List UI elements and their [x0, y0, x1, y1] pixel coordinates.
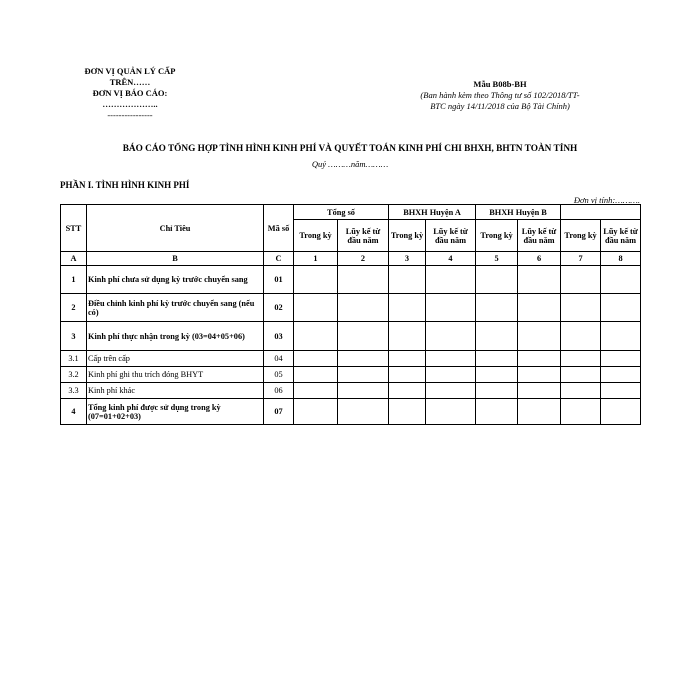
- value-cell: [476, 294, 518, 322]
- form-code: Mẫu B08b-BH: [473, 79, 527, 89]
- value-cell: [426, 322, 476, 351]
- row-stt: 3.1: [61, 351, 87, 367]
- value-cell: [294, 383, 338, 399]
- row-label: Điều chỉnh kinh phí kỳ trước chuyển sang (nếu có): [87, 294, 264, 322]
- subheader-luy-ke: Lũy kế từ đầu năm: [518, 220, 561, 252]
- managing-unit-level: TRÊN……: [109, 77, 151, 87]
- value-cell: [476, 367, 518, 383]
- value-cell: [294, 266, 338, 294]
- code-cell: B: [87, 252, 264, 266]
- header-group-district-a: BHXH Huyện A: [389, 205, 476, 220]
- value-cell: [476, 266, 518, 294]
- row-label: Kinh phí chưa sử dụng kỳ trước chuyển sang: [87, 266, 264, 294]
- header-ma-so: Mã số: [264, 205, 294, 252]
- value-cell: [561, 294, 601, 322]
- issuance-note-line1: (Ban hành kèm theo Thông tư số 102/2018/TT-: [420, 90, 580, 100]
- reporting-unit-blank: ………………..: [102, 99, 158, 109]
- code-cell: 1: [294, 252, 338, 266]
- header-group-blank: [561, 205, 641, 220]
- value-cell: [294, 322, 338, 351]
- subheader-luy-ke: Lũy kế từ đầu năm: [338, 220, 389, 252]
- code-cell: 4: [426, 252, 476, 266]
- value-cell: [476, 383, 518, 399]
- value-cell: [561, 351, 601, 367]
- value-cell: [338, 383, 389, 399]
- value-cell: [426, 351, 476, 367]
- subheader-luy-ke: Lũy kế từ đầu năm: [601, 220, 641, 252]
- value-cell: [389, 294, 426, 322]
- column-code-row: [61, 252, 641, 266]
- row-code: 01: [264, 266, 294, 294]
- subheader-trong-ky: Trong kỳ: [389, 220, 426, 252]
- value-cell: [389, 351, 426, 367]
- row-stt: 2: [61, 294, 87, 322]
- value-cell: [601, 266, 641, 294]
- value-cell: [518, 351, 561, 367]
- value-cell: [476, 399, 518, 425]
- subheader-trong-ky: Trong kỳ: [561, 220, 601, 252]
- code-cell: 6: [518, 252, 561, 266]
- value-cell: [601, 351, 641, 367]
- part-title: PHẦN I. TÌNH HÌNH KINH PHÍ: [60, 180, 190, 190]
- table-row: [61, 294, 641, 322]
- report-title: BÁO CÁO TỔNG HỢP TÌNH HÌNH KINH PHÍ VÀ QUYẾT TOÁN KINH PHÍ CHI BHXH, BHTN TOÀN TỈNH: [122, 144, 578, 154]
- managing-unit-label: ĐƠN VỊ QUẢN LÝ CẤP: [84, 66, 176, 76]
- row-code: 06: [264, 383, 294, 399]
- header-group-total: Tổng số: [294, 205, 389, 220]
- header-stt: STT: [61, 205, 87, 252]
- header-chi-tieu: Chỉ Tiêu: [87, 205, 264, 252]
- row-code: 05: [264, 367, 294, 383]
- row-code: 03: [264, 322, 294, 351]
- report-period: Quý ………năm………: [311, 159, 389, 169]
- value-cell: [518, 399, 561, 425]
- value-cell: [338, 367, 389, 383]
- subheader-luy-ke: Lũy kế từ đầu năm: [426, 220, 476, 252]
- row-code: 02: [264, 294, 294, 322]
- value-cell: [561, 322, 601, 351]
- row-stt: 3.3: [61, 383, 87, 399]
- header-underline: ----------------: [107, 110, 153, 120]
- row-stt: 4: [61, 399, 87, 425]
- code-cell: 3: [389, 252, 426, 266]
- value-cell: [561, 367, 601, 383]
- header-group-district-b: BHXH Huyện B: [476, 205, 561, 220]
- value-cell: [561, 383, 601, 399]
- value-cell: [338, 399, 389, 425]
- value-cell: [426, 266, 476, 294]
- value-cell: [601, 294, 641, 322]
- value-cell: [338, 266, 389, 294]
- value-cell: [601, 322, 641, 351]
- value-cell: [518, 294, 561, 322]
- value-cell: [426, 399, 476, 425]
- table-row: [61, 383, 641, 399]
- value-cell: [294, 399, 338, 425]
- form-code-header: [385, 79, 615, 112]
- reporting-unit-label: ĐƠN VỊ BÁO CÁO:: [92, 88, 168, 98]
- row-label: Cấp trên cấp: [87, 351, 264, 367]
- value-cell: [476, 351, 518, 367]
- code-cell: 8: [601, 252, 641, 266]
- value-cell: [426, 383, 476, 399]
- value-cell: [389, 266, 426, 294]
- value-cell: [338, 294, 389, 322]
- value-cell: [518, 367, 561, 383]
- reporting-unit-header: [60, 66, 200, 121]
- subheader-trong-ky: Trong kỳ: [476, 220, 518, 252]
- value-cell: [338, 351, 389, 367]
- value-cell: [338, 322, 389, 351]
- value-cell: [518, 266, 561, 294]
- row-code: 07: [264, 399, 294, 425]
- value-cell: [601, 383, 641, 399]
- value-cell: [561, 266, 601, 294]
- value-cell: [601, 367, 641, 383]
- row-stt: 1: [61, 266, 87, 294]
- row-label: Kinh phí thực nhận trong kỳ (03=04+05+06): [87, 322, 264, 351]
- value-cell: [518, 322, 561, 351]
- code-cell: 2: [338, 252, 389, 266]
- table-row: [61, 322, 641, 351]
- value-cell: [389, 322, 426, 351]
- value-cell: [294, 351, 338, 367]
- table-row: [61, 266, 641, 294]
- funding-table: [60, 204, 641, 425]
- subheader-trong-ky: Trong kỳ: [294, 220, 338, 252]
- row-label: Tổng kinh phí được sử dụng trong kỳ (07=01+02+03): [87, 399, 264, 425]
- issuance-note-line2: BTC ngày 14/11/2018 của Bộ Tài Chính): [430, 101, 570, 111]
- row-code: 04: [264, 351, 294, 367]
- value-cell: [294, 367, 338, 383]
- value-cell: [426, 367, 476, 383]
- value-cell: [389, 399, 426, 425]
- row-stt: 3.2: [61, 367, 87, 383]
- value-cell: [389, 367, 426, 383]
- value-cell: [476, 322, 518, 351]
- code-cell: 5: [476, 252, 518, 266]
- row-label: Kinh phí khác: [87, 383, 264, 399]
- value-cell: [389, 383, 426, 399]
- header-row-groups: [61, 205, 641, 220]
- unit-of-measure: Đơn vị tính:……….: [573, 195, 640, 205]
- row-stt: 3: [61, 322, 87, 351]
- code-cell: 7: [561, 252, 601, 266]
- value-cell: [601, 399, 641, 425]
- value-cell: [518, 383, 561, 399]
- value-cell: [426, 294, 476, 322]
- row-label: Kinh phí ghi thu trích đóng BHYT: [87, 367, 264, 383]
- table-row: [61, 399, 641, 425]
- value-cell: [294, 294, 338, 322]
- table-row: [61, 367, 641, 383]
- table-row: [61, 351, 641, 367]
- code-cell: A: [61, 252, 87, 266]
- value-cell: [561, 399, 601, 425]
- code-cell: C: [264, 252, 294, 266]
